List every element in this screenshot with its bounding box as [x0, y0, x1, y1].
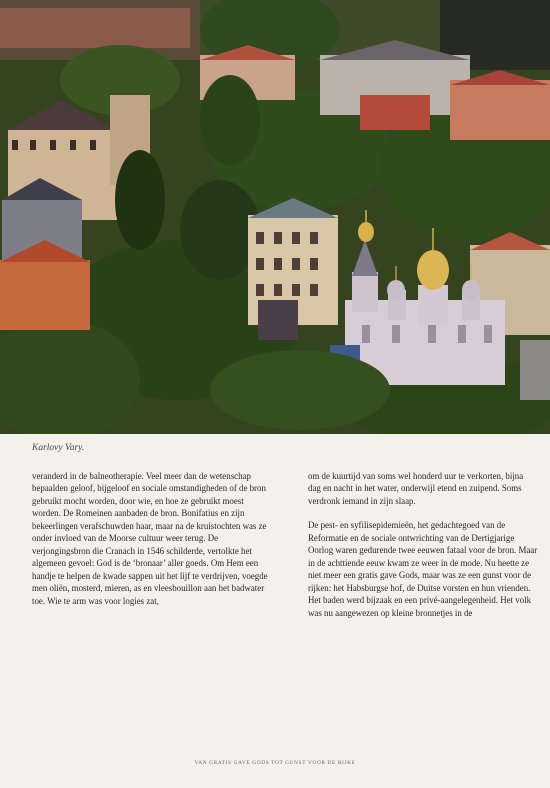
left-text-column	[32, 470, 274, 607]
right-text-column	[308, 470, 538, 619]
running-footer: VAN GRATIS GAVE GODS TOT GUNST VOOR DE RIJKE	[194, 760, 356, 766]
paragraph: om de kuurtijd van soms wel honderd uur te verkorten, bijna dag en nacht in het water, onderwijl etend en zuipend. Soms verdronk iemand in zijn slaap.	[308, 471, 524, 506]
paragraph: veranderd in de balneotherapie. Veel meer dan de wetenschap bepaalden geloof, bijgeloof en sociale omstandigheden of de bron gebruikt mocht worden, door wie, en hoe ze gebruikt moest worden. De Romeinen aanbaden de bron. Bonifatius en zijn bekeerlingen verafschuwden haar, maar na de kruistochten was ze onder invloed van de Moorse cultuur weer terug. De verjongingsbron die Cranach in 1546 schilderde, vertolkte het algemeen gevoel: God is de ‘bronaar’ aller goeds. Om Hem een handje te helpen de kwade sappen uit het lijf te verdrijven, voegde men oliën, mosterd, mieren, as en vleesbouillon aan het badwater toe. Wie te arm was voor logies zat,	[32, 471, 268, 606]
paragraph: De pest- en syfilisepidemieën, het gedachtegoed van de Reformatie en de sociale ontwrichting van de Dertigjarige Oorlog waren gedurende twee eeuwen fataal voor de bron. Maar in de achttiende eeuw kwam ze weer in de mode. Nu heette ze niet meer een gratis gave Gods, maar was ze een gunst voor de rijken: het Habsburgse hof, de Duitse vorsten en hun vrienden. Het baden werd bijzaak en een privé-aangelegenheid. Het volk was nu aangewezen op kleine bronnetjes in de	[308, 520, 538, 618]
photo-caption: Karlovy Vary.	[32, 443, 85, 453]
